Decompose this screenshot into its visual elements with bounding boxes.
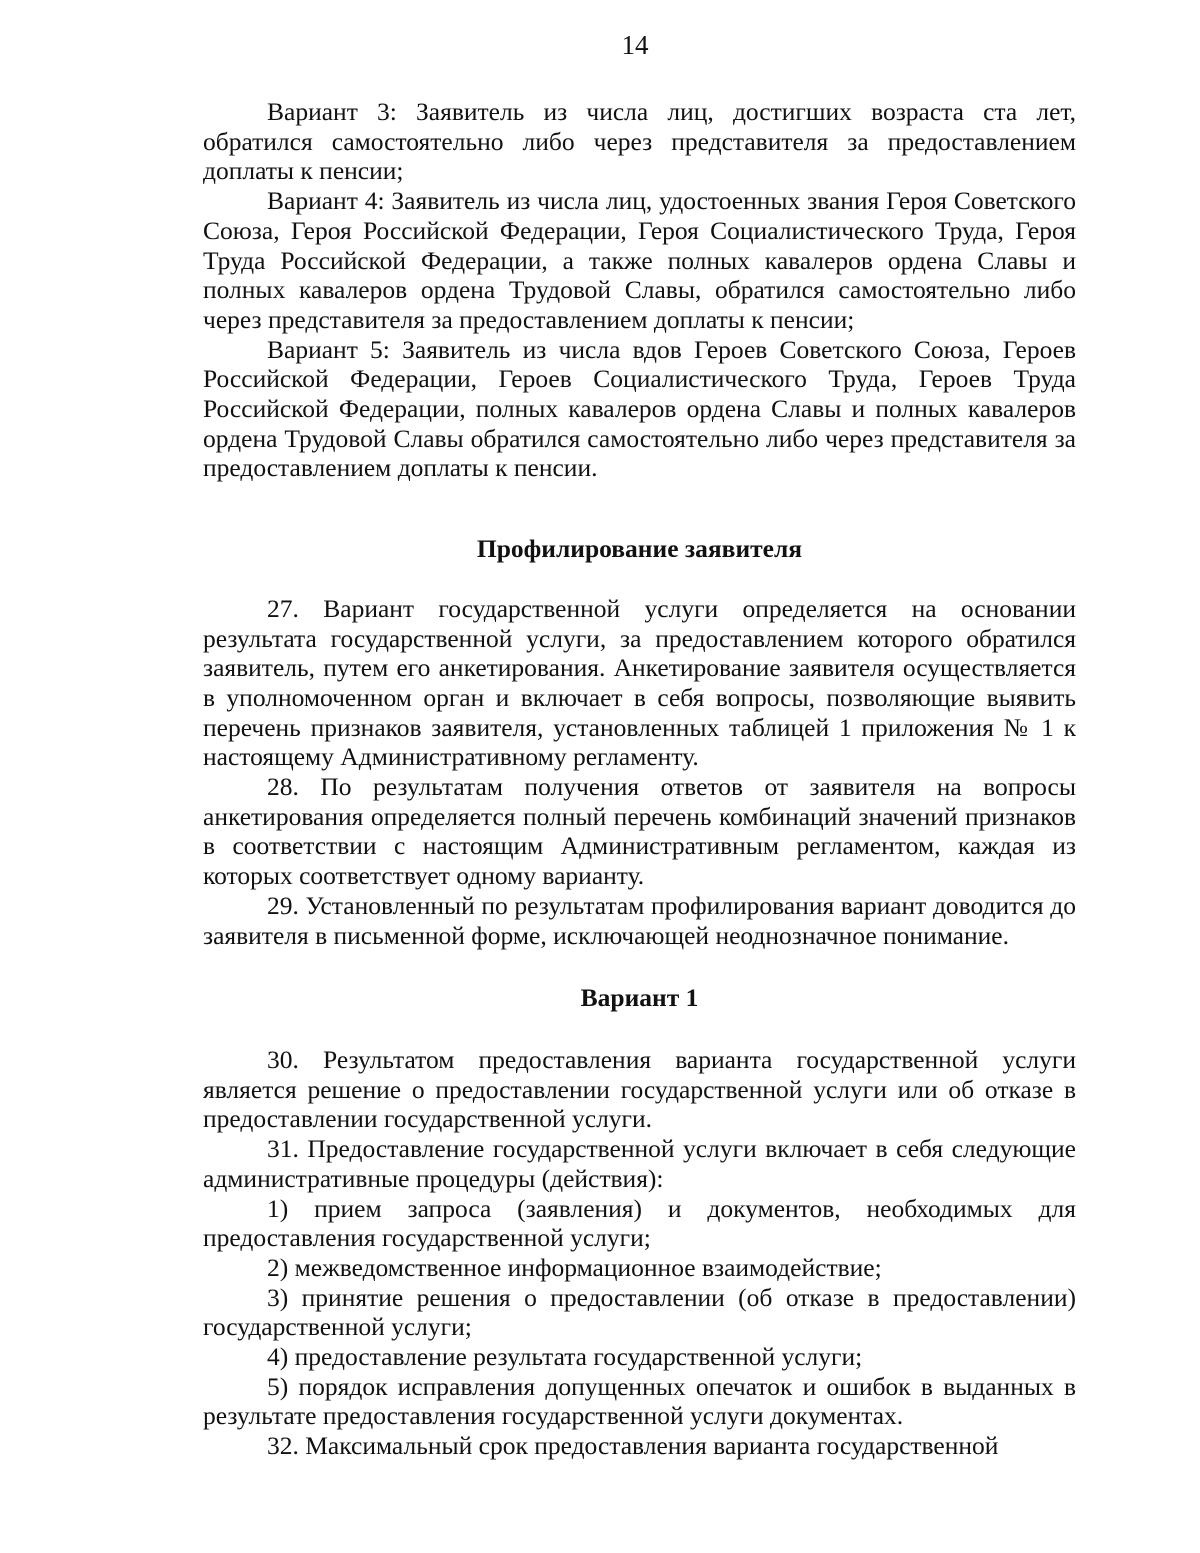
paragraph-variant-3: Вариант 3: Заявитель из числа лиц, достигших возраста ста лет, обратился самостоятельно либо через представителя за предоставлением доплаты к пенсии; [203,97,1076,186]
list-item-1: 1) прием запроса (заявления) и документов, необходимых для предоставления государственной услуги; [203,1193,1076,1253]
list-item-3: 3) принятие решения о предоставлении (об отказе в предоставлении) государственной услуги; [203,1282,1076,1342]
page-number: 14 [621,30,649,60]
paragraph-32: 32. Максимальный срок предоставления варианта государственной [267,1431,999,1461]
paragraph-27: 27. Вариант государственной услуги определяется на основании результата государственной услуги, за предоставлением которого обратился заявитель, путем его анкетирования. Анкетирование заявителя осуществляется в уполномоченном орган и включает в себя вопросы, позволяющие выявить перечень признаков заявителя, установленных таблицей 1 приложения № 1 к настоящему Административному регламенту. [203,593,1076,772]
paragraph-28: 28. По результатам получения ответов от заявителя на вопросы анкетирования определяется полный перечень комбинаций значений признаков в соответствии с настоящим Административным регламентом, каждая из которых соответствует одному варианту. [203,772,1076,891]
paragraph-variant-5: Вариант 5: Заявитель из числа вдов Героев Советского Союза, Героев Российской Федерации, Героев Социалистического Труда, Героев Труда Российской Федерации, полных кавалеров ордена Славы и полных кавалеров ордена Трудовой Славы обратился самостоятельно либо через представителя за предоставлением доплаты к пенсии. [203,334,1076,483]
paragraph-30: 30. Результатом предоставления варианта государственной услуги является решение о предоставлении государственной услуги или об отказе в предоставлении государственной услуги. [203,1044,1076,1134]
section-heading-variant-1: Вариант 1 [580,983,699,1013]
list-item-2: 2) межведомственное информационное взаимодействие; [267,1252,882,1282]
document-body [203,97,1076,1461]
paragraph-29: 29. Установленный по результатам профилирования вариант доводится до заявителя в письменной форме, исключающей неоднозначное понимание. [203,890,1076,950]
list-item-4: 4) предоставление результата государственной услуги; [267,1342,863,1372]
paragraph-31: 31. Предоставление государственной услуги включает в себя следующие административные процедуры (действия): [203,1134,1076,1193]
list-item-5: 5) порядок исправления допущенных опечаток и ошибок в выданных в результате предоставления государственной услуги документах. [203,1371,1076,1431]
paragraph-variant-4: Вариант 4: Заявитель из числа лиц, удостоенных звания Героя Советского Союза, Героя Российской Федерации, Героя Социалистического Труда, Героя Труда Российской Федерации, а также полных кавалеров ордена Славы и полных кавалеров ордена Трудовой Славы, обратился самостоятельно либо через представителя за предоставлением доплаты к пенсии; [203,186,1076,334]
section-heading-profiling: Профилирование заявителя [476,534,803,564]
